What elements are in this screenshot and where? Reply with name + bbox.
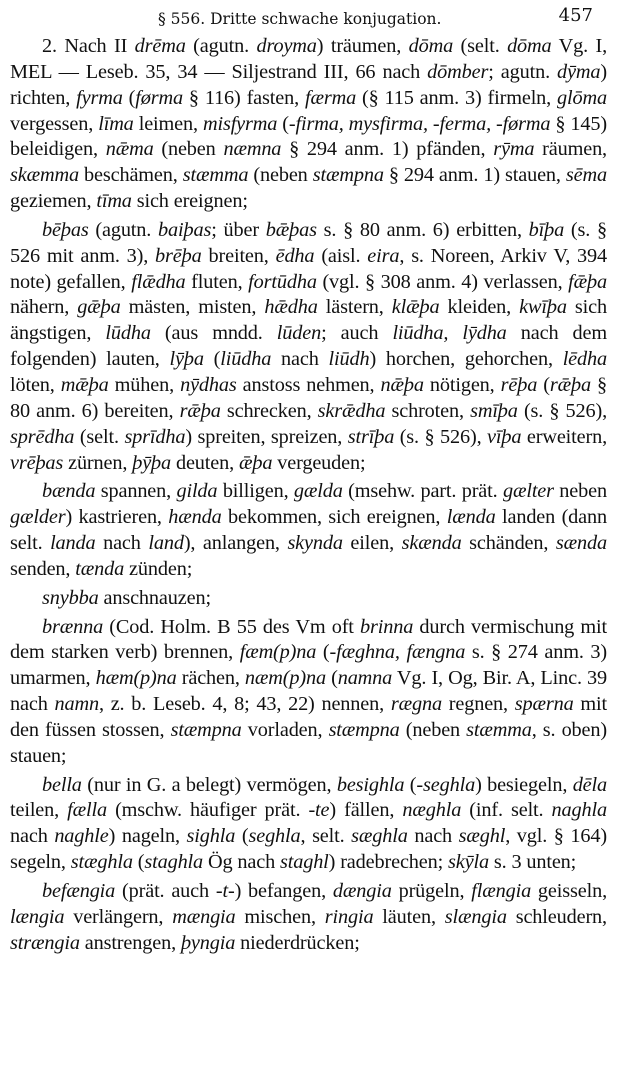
text-run: , s. Noreen, Arkiv V, 394 note) gefallen, — [10, 244, 607, 293]
word-form: skænda — [401, 532, 462, 555]
text-run: nach — [407, 825, 459, 848]
word-form: dēla — [572, 773, 608, 796]
text-run: (neben — [248, 164, 313, 187]
word-form: brænna — [42, 615, 104, 638]
word-form: fyrma — [76, 86, 123, 109]
text-run: , vgl. § 164) segeln, — [10, 825, 607, 874]
word-form: -fæghna, fængna — [329, 641, 466, 664]
text-run: erweitern, — [521, 425, 608, 448]
text-run: senden, — [10, 557, 76, 580]
text-run: ) nageln, — [108, 825, 187, 848]
text-run: (s. § 526), — [517, 399, 607, 422]
word-form: dōmber — [427, 60, 489, 83]
word-form: lūden — [276, 322, 322, 345]
text-run: mästen, misten, — [120, 296, 265, 319]
word-form: gǣþa — [77, 296, 121, 319]
text-run: ( — [235, 825, 249, 848]
text-run: geziemen, — [10, 190, 97, 213]
word-form: lænda — [446, 506, 496, 529]
text-run: schroten, — [385, 399, 471, 422]
word-form: rægna — [390, 693, 442, 716]
text-run: fluten, — [185, 270, 249, 293]
text-run: ) träumen, — [316, 35, 409, 57]
word-form: -t- — [215, 880, 235, 902]
text-run: mischen, — [235, 905, 325, 928]
word-form: mængia — [172, 905, 236, 928]
word-form: sprēdha — [10, 425, 75, 448]
word-form: liūdha — [220, 348, 272, 371]
word-form: ēdha — [275, 244, 315, 267]
word-form: bella — [42, 773, 82, 796]
word-form: stæmpna — [328, 718, 400, 741]
text-run: anstrengen, — [79, 931, 181, 954]
text-run: , selt. — [300, 825, 352, 848]
word-form: besighla — [336, 773, 405, 796]
word-form: dȳma — [557, 60, 601, 83]
word-form: rēþa — [500, 373, 538, 396]
text-run: prügeln, — [391, 880, 472, 902]
word-form: sæghla — [351, 825, 408, 848]
word-form: stæghla — [70, 851, 133, 874]
text-run: niederdrücken; — [235, 931, 360, 954]
word-form: strīþa — [347, 425, 395, 448]
text-run: anschnauzen; — [98, 586, 211, 609]
text-run: mit den füssen stossen, — [10, 693, 608, 741]
text-run: billigen, — [217, 480, 294, 503]
word-form: hænda — [168, 506, 222, 529]
word-form: sæghl — [458, 825, 506, 848]
text-run: ( — [122, 86, 136, 109]
word-form: þyngia — [180, 931, 236, 954]
word-form: brinna — [360, 615, 414, 638]
word-form: snybba — [42, 586, 99, 609]
word-form: nȳdhas — [180, 373, 237, 396]
text-run: (prät. auch — [115, 880, 216, 902]
text-run: vergessen, — [10, 112, 99, 135]
word-form: skynda — [287, 532, 343, 555]
text-run: geisseln, — [531, 880, 607, 902]
word-form: hæm(p)na — [95, 667, 177, 690]
text-run: (neben — [399, 718, 467, 741]
text-run: ) besiegeln, — [475, 773, 573, 796]
word-form: spærna — [514, 693, 574, 716]
word-form: stæmpna — [170, 718, 242, 741]
word-form: bænda — [42, 480, 96, 503]
word-form: sprīdha — [124, 425, 186, 448]
paragraph — [10, 218, 607, 476]
text-run: neben — [553, 480, 607, 503]
word-form: nǣþa — [380, 373, 424, 396]
text-run: läuten, — [373, 905, 445, 928]
word-form: rǣþa — [179, 399, 221, 422]
text-run: schänden, — [461, 532, 556, 555]
text-run: vorladen, — [241, 718, 329, 741]
text-run: ( — [277, 112, 289, 135]
word-form: misfyrma — [202, 112, 278, 135]
page-number: 457 — [558, 5, 593, 26]
word-form: brēþa — [155, 244, 202, 267]
text-run: (Cod. Holm. B 55 des Vm oft — [103, 615, 360, 638]
text-run: nach dem folgenden) lauten, — [10, 322, 607, 371]
text-run: vergeuden; — [272, 451, 366, 474]
text-run: (agutn. — [88, 218, 158, 241]
word-form: sighla — [186, 825, 236, 848]
word-form: -te — [308, 799, 330, 822]
word-form: namna — [337, 667, 393, 690]
text-run: verlängern, — [64, 905, 173, 928]
word-form: sænda — [555, 532, 607, 555]
word-form: droyma — [256, 35, 317, 57]
word-form: bēþas — [42, 218, 89, 241]
word-form: fǣþa — [568, 270, 608, 293]
word-form: næmna — [223, 138, 282, 161]
word-form: stæmma — [182, 164, 249, 187]
word-form: lȳþa — [169, 348, 204, 371]
text-run: § 294 anm. 1) pfänden, — [281, 138, 494, 161]
word-form: dængia — [332, 880, 392, 902]
text-run: ( — [537, 373, 550, 396]
word-form: flǣdha — [131, 270, 186, 293]
text-run: ; agutn. — [488, 60, 558, 83]
text-run: ), anlangen, — [183, 532, 288, 555]
text-run: zürnen, — [63, 451, 133, 474]
text-run: ) richten, — [10, 60, 607, 109]
text-run: regnen, — [441, 693, 515, 716]
text-run: (aisl. — [314, 244, 368, 267]
word-form: bǣþas — [265, 218, 317, 241]
word-form: -firma, mysfirma, -ferma, -førma — [288, 112, 551, 135]
text-run: mühen, — [108, 373, 181, 396]
word-form: lūdha — [105, 322, 151, 345]
word-form: ǣþa — [238, 451, 273, 474]
word-form: dōma — [408, 35, 454, 57]
word-form: rǣþa — [549, 373, 591, 396]
text-run: nähern, — [10, 296, 78, 319]
text-run: ) horchen, gehorchen, — [369, 348, 563, 371]
paragraph — [10, 479, 607, 582]
running-head — [10, 0, 607, 34]
word-form: tīma — [96, 190, 132, 213]
word-form: flængia — [471, 880, 532, 902]
text-run: teilen, — [10, 799, 68, 822]
text-run: (s. § 526), — [394, 425, 488, 448]
text-run: 2. Nach II — [42, 35, 135, 57]
text-run: , s. oben) stauen; — [10, 718, 607, 767]
text-run: anstoss nehmen, — [236, 373, 381, 396]
word-form: sēma — [565, 164, 607, 187]
word-form: skæmma — [10, 164, 79, 187]
text-run: ) befangen, — [234, 880, 333, 902]
word-form: skrǣdha — [317, 399, 386, 422]
text-run: (§ 115 anm. 3) firmeln, — [356, 86, 558, 109]
text-run: § 145) beleidigen, — [10, 112, 607, 161]
word-form: baiþas — [158, 218, 212, 241]
word-form: vīþa — [487, 425, 522, 448]
text-run: s. § 274 anm. 3) umarmen, — [10, 641, 607, 690]
text-run: Ög nach — [203, 851, 280, 874]
text-run: ( — [203, 348, 221, 371]
text-run: ( — [325, 667, 338, 690]
word-form: vrēþas — [10, 451, 64, 474]
word-form: gælter — [502, 480, 554, 503]
word-form: kwīþa — [519, 296, 567, 319]
text-run: sich ereignen; — [131, 190, 248, 213]
word-form: staghla — [144, 851, 204, 874]
text-run: ( — [404, 773, 417, 796]
word-form: stæmma — [466, 718, 532, 741]
text-run: deuten, — [171, 451, 239, 474]
text-run: § 80 anm. 6) bereiten, — [10, 373, 607, 422]
text-run: (selt. — [453, 35, 508, 57]
text-run: (s. § 526 mit anm. 3), — [10, 218, 607, 267]
word-form: landa — [50, 532, 96, 555]
text-run: (mschw. häufiger prät. — [106, 799, 309, 822]
word-form: lēdha — [562, 348, 607, 371]
text-run: s. 3 unten; — [488, 851, 577, 874]
text-run: eilen, — [342, 532, 402, 555]
text-run: (neben — [153, 138, 224, 161]
text-run: lästern, — [317, 296, 392, 319]
running-head-title: § 556. Dritte schwache konjugation. — [158, 10, 442, 28]
text-run: § 294 anm. 1) stauen, — [383, 164, 566, 187]
word-form: slængia — [444, 905, 507, 928]
word-form: mǣþa — [60, 373, 109, 396]
word-form: dōma — [507, 35, 552, 57]
word-form: naghle — [54, 825, 109, 848]
text-run: nach — [10, 825, 55, 848]
word-form: ringia — [324, 905, 374, 928]
word-form: færma — [304, 86, 357, 109]
word-form: gælder — [10, 506, 66, 529]
paragraph — [10, 615, 607, 770]
text-run: nach — [271, 348, 329, 371]
word-form: þȳþa — [132, 451, 172, 474]
word-form: fortūdha — [248, 270, 317, 293]
text-run: leimen, — [133, 112, 203, 135]
text-run: ) spreiten, spreizen, — [185, 425, 348, 448]
word-form: staghl — [279, 851, 329, 874]
word-form: hǣdha — [264, 296, 318, 319]
word-form: liūdh — [328, 348, 370, 371]
word-form: befængia — [42, 880, 116, 902]
word-form: gælda — [293, 480, 343, 503]
text-run: beschämen, — [78, 164, 183, 187]
text-run: nach — [95, 532, 149, 555]
word-form: fælla — [67, 799, 107, 822]
text-run: Vg. I, MEL — Leseb. 35, 34 — Siljestrand III, 66 nach — [10, 35, 607, 83]
paragraph — [10, 879, 607, 957]
text-run: ; über — [211, 218, 266, 241]
text-run: ; auch — [321, 322, 393, 345]
text-run: ) kastrieren, — [65, 506, 169, 529]
text-run: schleudern, — [506, 905, 607, 928]
paragraph — [10, 586, 607, 612]
word-form: strængia — [10, 931, 80, 954]
text-run: sich ängstigen, — [10, 296, 607, 345]
word-form: seghla — [248, 825, 301, 848]
text-run: schrecken, — [220, 399, 318, 422]
word-form: līma — [98, 112, 134, 135]
word-form: næghla — [402, 799, 462, 822]
word-form: -seghla — [416, 773, 476, 796]
text-run: (agutn. — [185, 35, 257, 57]
text-run: bekommen, sich ereignen, — [221, 506, 447, 529]
paragraph — [10, 773, 607, 876]
text-run: (vgl. § 308 anm. 4) verlassen, — [316, 270, 569, 293]
word-form: naghla — [551, 799, 607, 822]
text-run: § 116) fasten, — [182, 86, 305, 109]
word-form: glōma — [557, 86, 607, 109]
word-form: fæm(p)na — [239, 641, 317, 664]
text-run: zünden; — [124, 557, 193, 580]
text-run: räumen, — [534, 138, 607, 161]
word-form: land — [148, 532, 184, 555]
text-run: s. § 80 anm. 6) erbitten, — [316, 218, 529, 241]
text-run: löten, — [10, 373, 61, 396]
text-run: kleiden, — [439, 296, 520, 319]
text-run: ) radebrechen; — [328, 851, 449, 874]
text-run: rächen, — [176, 667, 245, 690]
body-text — [10, 34, 607, 957]
text-run: , z. b. Leseb. 4, 8; 43, 22) nennen, — [98, 693, 391, 716]
text-run: ) fällen, — [329, 799, 403, 822]
word-form: nǣma — [105, 138, 154, 161]
word-form: tænda — [75, 557, 125, 580]
word-form: namn — [54, 693, 99, 716]
text-run: (nur in G. a belegt) vermögen, — [81, 773, 337, 796]
word-form: førma — [135, 86, 183, 109]
text-run: (msehw. part. prät. — [342, 480, 503, 503]
text-run: ( — [316, 641, 330, 664]
paragraph — [10, 34, 607, 215]
word-form: bīþa — [528, 218, 565, 241]
word-form: længia — [10, 905, 65, 928]
word-form: klǣþa — [391, 296, 440, 319]
text-run: ( — [132, 851, 145, 874]
word-form: skȳla — [448, 851, 489, 874]
text-run: durch vermischung mit dem starken verb) brennen, — [10, 615, 607, 664]
word-form: rȳma — [493, 138, 535, 161]
text-run: Vg. I, Og, Bir. A, Linc. 39 nach — [10, 667, 607, 716]
word-form: drēma — [134, 35, 186, 57]
text-run: (aus mndd. — [150, 322, 277, 345]
text-run: nötigen, — [423, 373, 501, 396]
word-form: stæmpna — [312, 164, 384, 187]
word-form: eira — [367, 244, 400, 267]
text-run: spannen, — [95, 480, 177, 503]
text-run: breiten, — [201, 244, 276, 267]
word-form: smīþa — [470, 399, 518, 422]
text-run: (inf. selt. — [461, 799, 552, 822]
word-form: næm(p)na — [244, 667, 326, 690]
text-run: landen (dann selt. — [10, 506, 607, 555]
word-form: liūdha, lȳdha — [392, 322, 507, 345]
word-form: gilda — [176, 480, 218, 503]
text-run: (selt. — [74, 425, 125, 448]
